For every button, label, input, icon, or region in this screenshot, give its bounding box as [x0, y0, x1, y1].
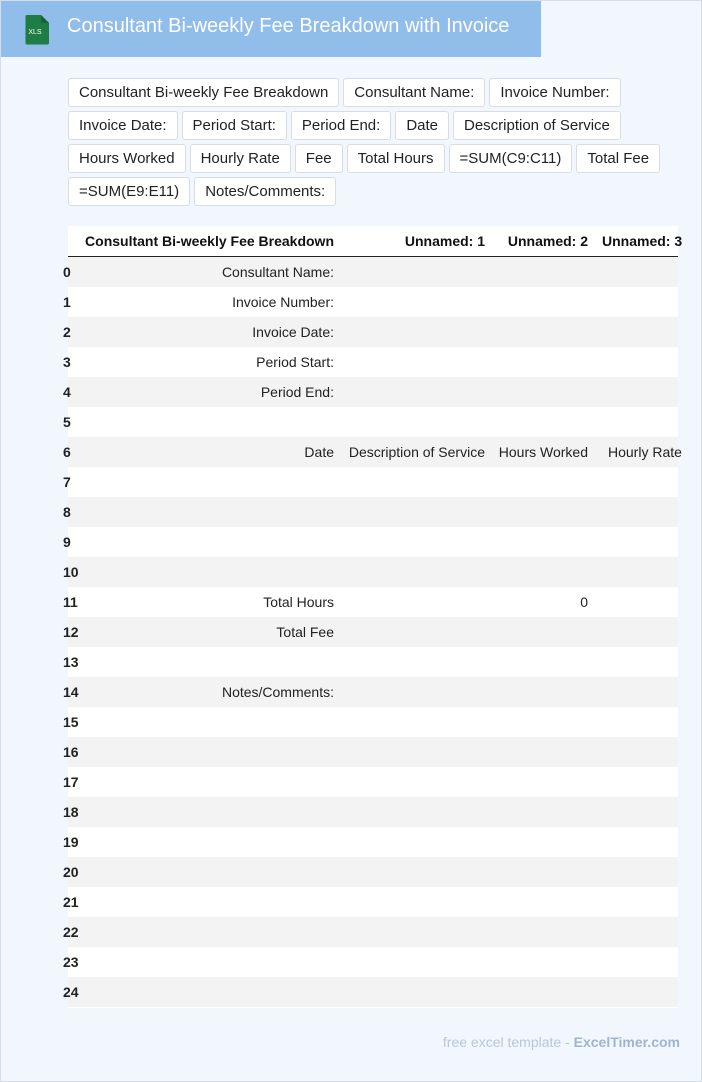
table-row [63, 677, 678, 707]
row-index: 1 [63, 294, 71, 310]
row-index: 15 [63, 714, 79, 730]
table-cell: Invoice Date: [252, 324, 334, 340]
row-index: 4 [63, 384, 71, 400]
table-cell: Total Hours [263, 594, 334, 610]
row-index: 16 [63, 744, 79, 760]
column-chip[interactable]: Invoice Date: [68, 111, 178, 140]
row-index: 14 [63, 684, 79, 700]
svg-text:XLS: XLS [28, 29, 42, 36]
title-bar [1, 1, 541, 57]
column-chip[interactable]: Consultant Name: [343, 78, 485, 107]
column-chip[interactable]: Invoice Number: [489, 78, 620, 107]
table-row [63, 527, 678, 557]
table-row [63, 767, 678, 797]
table-cell: Period Start: [256, 354, 334, 370]
table-row [63, 317, 678, 347]
row-index: 7 [63, 474, 71, 490]
table-row [63, 497, 678, 527]
column-chip[interactable]: =SUM(E9:E11) [68, 177, 190, 206]
column-chip[interactable]: =SUM(C9:C11) [449, 144, 573, 173]
table-row [63, 587, 678, 617]
row-index: 22 [63, 924, 79, 940]
column-header-0: Consultant Bi-weekly Fee Breakdown [85, 233, 334, 249]
footer-credit [443, 1034, 680, 1050]
table-cell: 0 [580, 594, 588, 610]
row-index: 5 [63, 414, 71, 430]
page-title: Consultant Bi-weekly Fee Breakdown with Invoice [67, 15, 510, 37]
table-cell: Date [304, 444, 334, 460]
table-cell: Hours Worked [498, 444, 588, 460]
column-chip[interactable]: Notes/Comments: [194, 177, 336, 206]
table-row [63, 557, 678, 587]
row-index: 6 [63, 444, 71, 460]
column-chip[interactable]: Period End: [291, 111, 391, 140]
table-row [63, 467, 678, 497]
row-index: 12 [63, 624, 79, 640]
table-cell: Total Fee [276, 624, 334, 640]
column-chip[interactable]: Fee [295, 144, 343, 173]
table-row [63, 977, 678, 1007]
table-cell: Consultant Name: [221, 264, 334, 280]
table-cell: Period End: [260, 384, 334, 400]
table-row [63, 647, 678, 677]
row-index: 23 [63, 954, 79, 970]
table-row [63, 347, 678, 377]
table-row [63, 377, 678, 407]
footer-prefix: free excel template - [442, 1034, 570, 1050]
row-index: 0 [63, 264, 71, 280]
row-index: 18 [63, 804, 79, 820]
row-index: 9 [63, 534, 71, 550]
table-header-row [68, 226, 683, 257]
table-row [63, 287, 678, 317]
footer-brand-link[interactable]: ExcelTimer.com [573, 1034, 680, 1050]
row-index: 10 [63, 564, 79, 580]
column-chip[interactable]: Consultant Bi-weekly Fee Breakdown [68, 78, 339, 107]
row-index: 11 [63, 594, 78, 610]
table-cell: Description of Service [348, 444, 485, 460]
column-chip-list [68, 78, 668, 206]
table-row [63, 797, 678, 827]
table-row [63, 917, 678, 947]
table-row [63, 257, 678, 287]
column-header-2: Unnamed: 2 [507, 233, 588, 249]
table-row [63, 407, 678, 437]
row-index: 13 [63, 654, 79, 670]
row-index: 3 [63, 354, 71, 370]
table-row [63, 857, 678, 887]
table-row [63, 947, 678, 977]
table-cell: Invoice Number: [232, 294, 334, 310]
row-index: 8 [63, 504, 71, 520]
table-cell: Notes/Comments: [221, 684, 334, 700]
row-index: 21 [63, 894, 79, 910]
row-index: 19 [63, 834, 79, 850]
row-index: 20 [63, 864, 79, 880]
table-row [63, 437, 682, 467]
table-row [63, 617, 678, 647]
column-chip[interactable]: Period Start: [182, 111, 287, 140]
column-chip[interactable]: Total Hours [347, 144, 445, 173]
column-header-3: Unnamed: 3 [602, 233, 683, 249]
table-cell: Hourly Rate [608, 444, 682, 460]
column-header-1: Unnamed: 1 [404, 233, 485, 249]
row-index: 17 [63, 774, 79, 790]
spreadsheet-preview [63, 226, 683, 1008]
column-chip[interactable]: Hourly Rate [190, 144, 291, 173]
column-chip[interactable]: Total Fee [576, 144, 660, 173]
column-chip[interactable]: Description of Service [453, 111, 621, 140]
column-chip[interactable]: Hours Worked [68, 144, 186, 173]
table-row [63, 707, 678, 737]
column-chip[interactable]: Date [395, 111, 449, 140]
table-row [63, 737, 678, 767]
row-index: 24 [63, 984, 79, 1000]
row-index: 2 [63, 324, 71, 340]
table-row [63, 887, 678, 917]
xls-file-icon [21, 14, 51, 45]
table-row [63, 827, 678, 857]
